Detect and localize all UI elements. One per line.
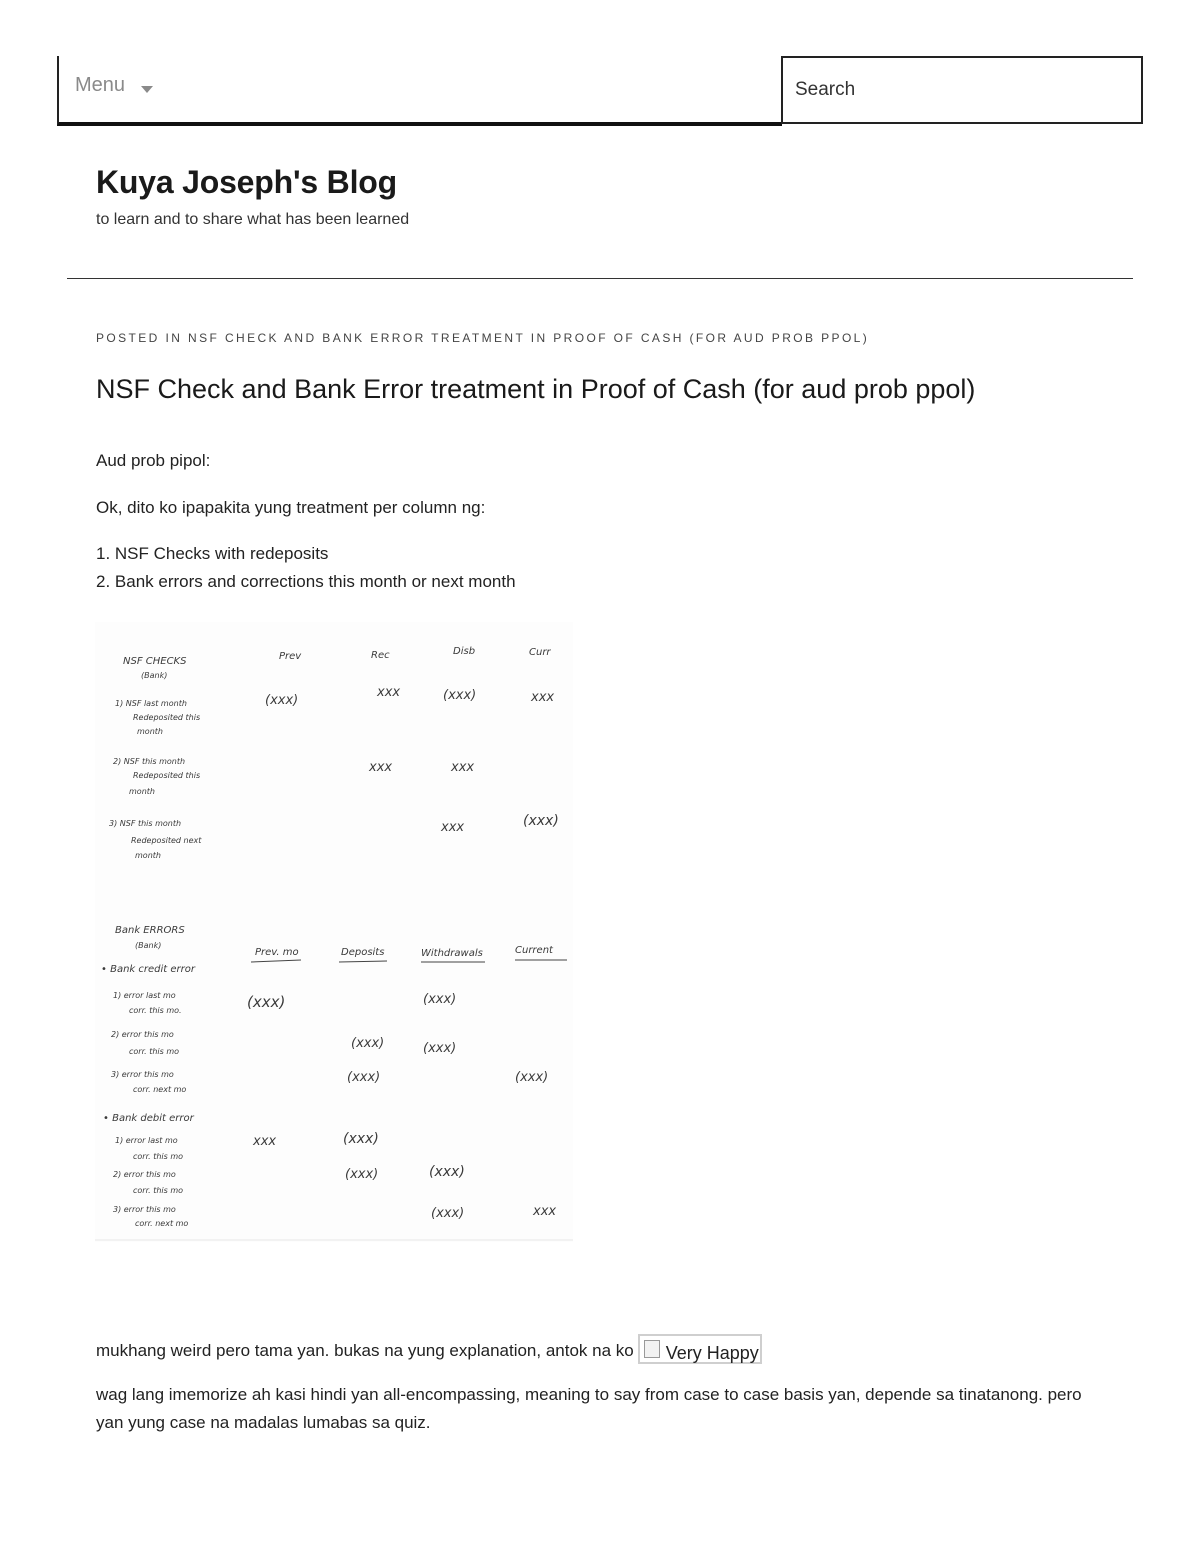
debit-row1-label-2: corr. this mo [133, 1152, 184, 1161]
top-navigation [57, 56, 1147, 126]
nsf-col-rec: Rec [371, 650, 390, 661]
handwritten-notes-image [95, 622, 573, 1242]
post-lead: Ok, dito ko ipapakita yung treatment per column ng: [96, 498, 486, 517]
debit-row2-label-1: 2) error this mo [113, 1170, 176, 1179]
post-note: wag lang imemorize ah kasi hindi yan all-encompassing, meaning to say from case to case basis yan, depende sa tinatanong. pero yan yung case na madalas lumabas sa quiz. [96, 1385, 1082, 1432]
credit-row3-label-2: corr. next mo [133, 1085, 187, 1094]
menu-button[interactable] [57, 56, 782, 126]
nsf-row3-label-1: 3) NSF this month [109, 819, 182, 828]
credit-row1-label-2: corr. this mo. [129, 1006, 182, 1015]
closing-text: mukhang weird pero tama yan. bukas na yung explanation, antok na ko [96, 1341, 634, 1360]
credit-error-heading: • Bank credit error [101, 964, 195, 975]
bank-col-current: Current [515, 945, 553, 956]
site-tagline: to learn and to share what has been learned [96, 211, 410, 228]
nsf-subheading: (Bank) [141, 671, 168, 680]
credit-row3-deposits: (xxx) [347, 1070, 381, 1085]
chevron-down-icon [141, 86, 153, 93]
category-link[interactable]: NSF CHECK AND BANK ERROR TREATMENT IN PROOF OF CASH (FOR AUD PROB PPOL) [188, 331, 870, 345]
nsf-row2-disb: xxx [451, 760, 475, 775]
nsf-row1-rec: xxx [377, 685, 401, 700]
debit-row3-label-2: corr. next mo [135, 1219, 189, 1228]
nsf-row1-label-1: 1) NSF last month [115, 699, 187, 708]
nsf-col-disb: Disb [453, 646, 476, 657]
site-title[interactable]: Kuya Joseph's Blog [96, 164, 397, 200]
credit-row2-label-1: 2) error this mo [111, 1030, 174, 1039]
posted-in-prefix: POSTED IN [96, 331, 189, 345]
debit-row1-label-1: 1) error last mo [115, 1136, 178, 1145]
broken-image-icon [644, 1340, 660, 1358]
credit-row3-label-1: 3) error this mo [111, 1070, 174, 1079]
nsf-row3-label-3: month [135, 851, 161, 860]
menu-label: Menu [75, 74, 126, 96]
debit-row3-label-1: 3) error this mo [113, 1205, 176, 1214]
nsf-col-curr: Curr [529, 647, 551, 658]
nsf-heading: NSF CHECKS [123, 656, 187, 667]
debit-row2-deposits: (xxx) [345, 1167, 379, 1182]
credit-row1-prev: (xxx) [247, 993, 286, 1011]
credit-row1-label-1: 1) error last mo [113, 991, 176, 1000]
header-divider [67, 278, 1133, 279]
post-title: NSF Check and Bank Error treatment in Proof of Cash (for aud prob ppol) [96, 374, 976, 404]
post-intro: Aud prob pipol: [96, 451, 211, 470]
nsf-row2-rec: xxx [369, 760, 393, 775]
debit-row1-deposits: (xxx) [343, 1131, 379, 1147]
debit-error-heading: • Bank debit error [103, 1113, 194, 1124]
bank-col-deposits: Deposits [341, 947, 385, 958]
bank-heading: Bank ERRORS [115, 925, 185, 936]
debit-row2-withdrawals: (xxx) [429, 1164, 465, 1180]
nsf-row2-label-3: month [129, 787, 155, 796]
bank-col-prev: Prev. mo [255, 947, 299, 958]
search-input[interactable] [781, 56, 1143, 124]
list-item: 2. Bank errors and corrections this month or next month [96, 572, 516, 591]
emoji-alt-text: Very Happy [665, 1343, 759, 1363]
debit-row2-label-2: corr. this mo [133, 1186, 184, 1195]
nsf-row1-disb: (xxx) [443, 688, 477, 703]
nsf-col-prev: Prev [279, 651, 302, 662]
post-category-line [96, 331, 869, 345]
bank-subheading: (Bank) [135, 941, 162, 950]
post-closing [96, 1334, 762, 1365]
nsf-row1-prev: (xxx) [265, 693, 299, 708]
nsf-row2-label-1: 2) NSF this month [113, 757, 186, 766]
nsf-row2-label-2: Redeposited this [133, 771, 201, 780]
debit-row3-current: xxx [533, 1204, 557, 1219]
nsf-row3-disb: xxx [441, 820, 465, 835]
credit-row3-current: (xxx) [515, 1070, 549, 1085]
credit-row2-withdrawals: (xxx) [423, 1041, 457, 1056]
debit-row1-prev: xxx [253, 1134, 277, 1149]
very-happy-emoji-image [638, 1334, 762, 1364]
credit-row1-withdrawals: (xxx) [423, 992, 457, 1007]
nsf-row3-curr: (xxx) [523, 813, 559, 829]
credit-row2-label-2: corr. this mo [129, 1047, 180, 1056]
credit-row2-deposits: (xxx) [351, 1036, 385, 1051]
nsf-row1-label-2: Redeposited this [133, 713, 201, 722]
post-list [96, 540, 516, 596]
bank-col-withdrawals: Withdrawals [421, 948, 483, 959]
nsf-row3-label-2: Redeposited next [131, 836, 202, 845]
list-item: 1. NSF Checks with redeposits [96, 544, 329, 563]
debit-row3-withdrawals: (xxx) [431, 1206, 465, 1221]
nsf-row1-curr: xxx [531, 690, 555, 705]
nsf-row1-label-3: month [137, 727, 163, 736]
